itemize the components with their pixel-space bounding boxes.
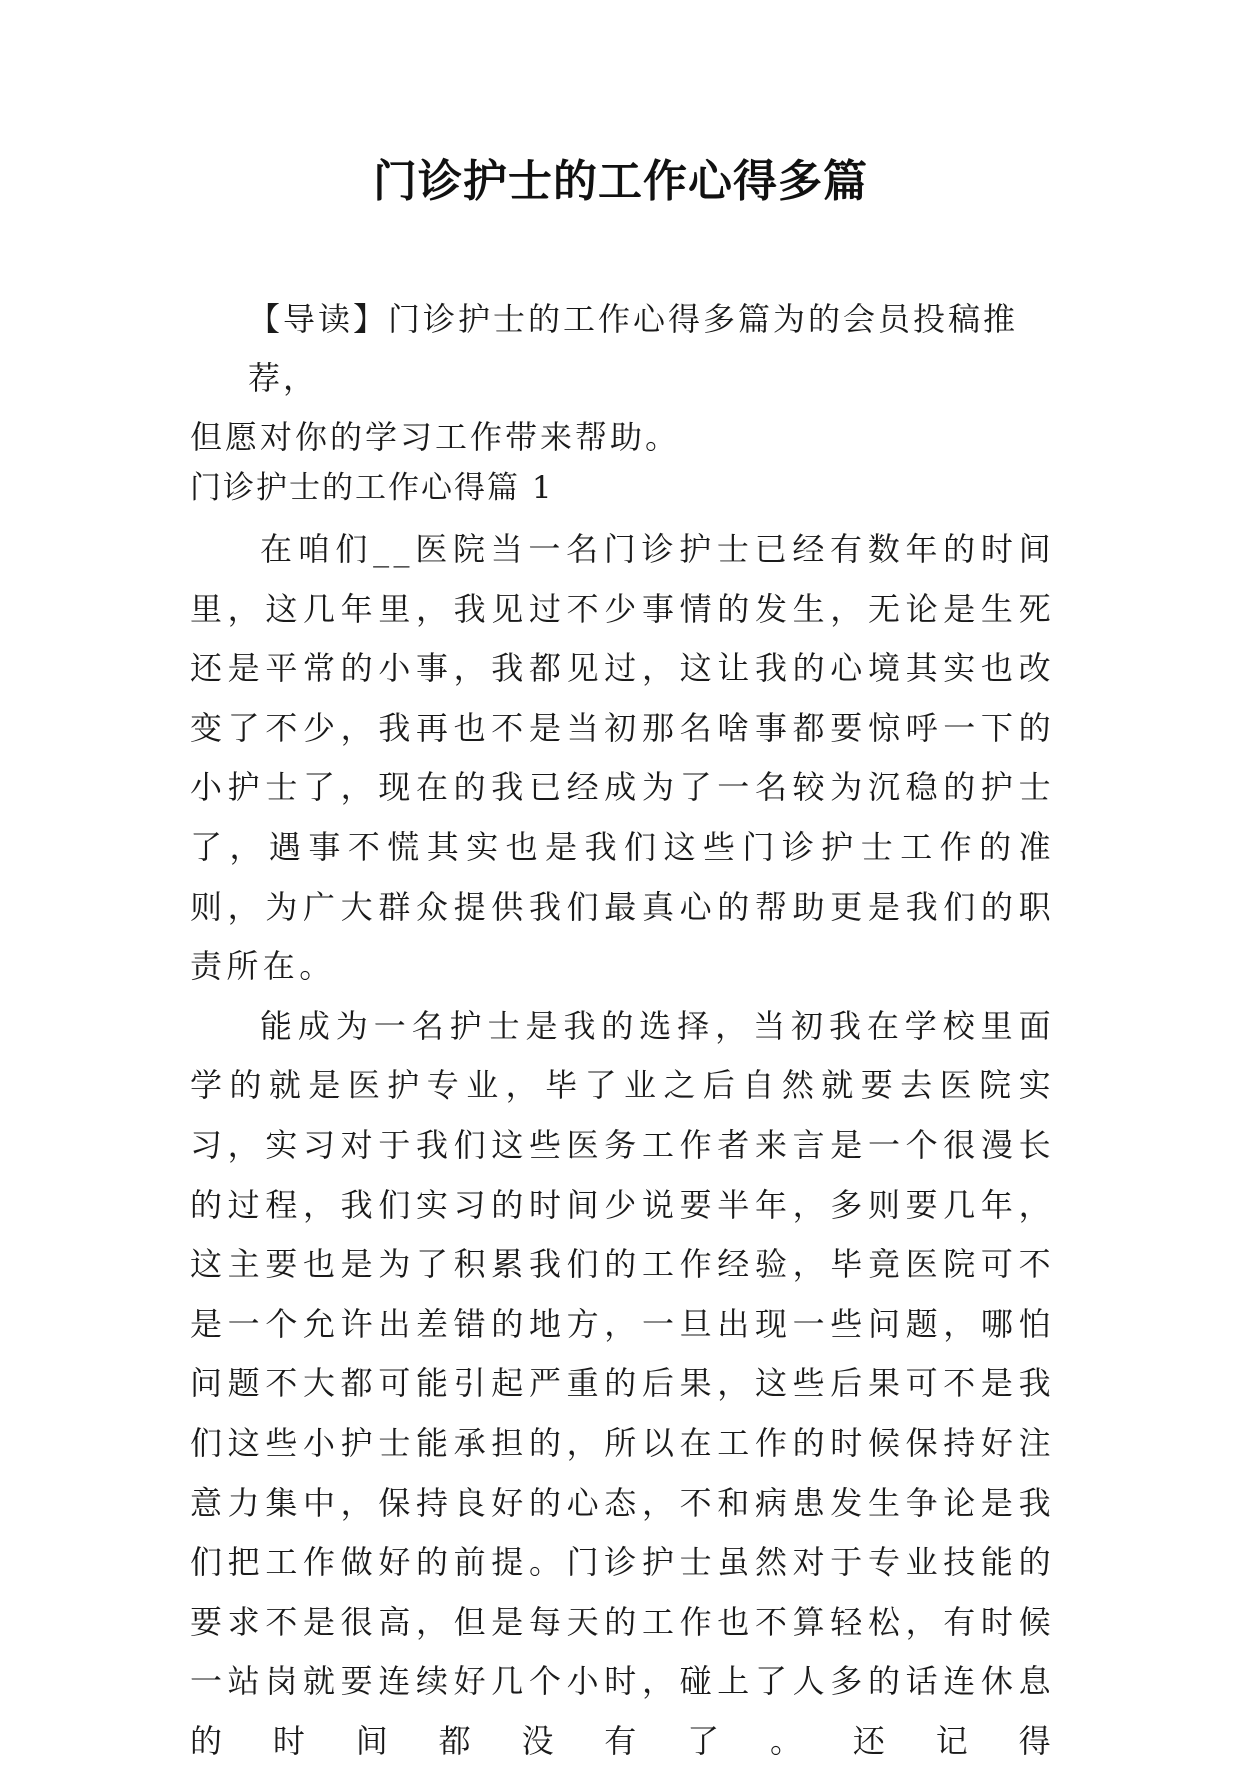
intro-line-2: 但愿对你的学习工作带来帮助。 xyxy=(190,418,681,456)
intro-block xyxy=(190,290,1052,467)
intro-line-1: 【导读】门诊护士的工作心得多篇为的会员投稿推荐， xyxy=(248,300,1019,397)
body-paragraph-2: 能成为一名护士是我的选择，当初我在学校里面学的就是医护专业，毕了业之后自然就要去医院实习，实习对于我们这些医务工作者来言是一个很漫长的过程，我们实习的时间少说要半年，多则要几年，这主要也是为了积累我们的工作经验，毕竟医院可不是一个允许出差错的地方，一旦出现一些问题，哪怕问题不大都可能引起严重的后果，这些后果可不是我们这些小护士能承担的，所以在工作的时候保持好注意力集中，保持良好的心态，不和病患发生争论是我们把工作做好的前提。门诊护士虽然对于专业技能的要求不是很高，但是每天的工作也不算轻松，有时候一站岗就要连续好几个小时，碰上了人多的话连休息的时间都没有了。还记得 xyxy=(190,1006,1055,1760)
document-title: 门诊护士的工作心得多篇 xyxy=(373,156,868,207)
body-paragraph-1: 在咱们__医院当一名门诊护士已经有数年的时间里，这几年里，我见过不少事情的发生，无论是生死还是平常的小事，我都见过，这让我的心境其实也改变了不少，我再也不是当初那名啥事都要惊呼一下的小护士了，现在的我已经成为了一名较为沉稳的护士了，遇事不慌其实也是我们这些门诊护士工作的准则，为广大群众提供我们最真心的帮助更是我们的职责所在。 xyxy=(190,530,1055,986)
section-heading: 门诊护士的工作心得篇 1 xyxy=(190,470,554,506)
section-body xyxy=(190,520,1055,1771)
